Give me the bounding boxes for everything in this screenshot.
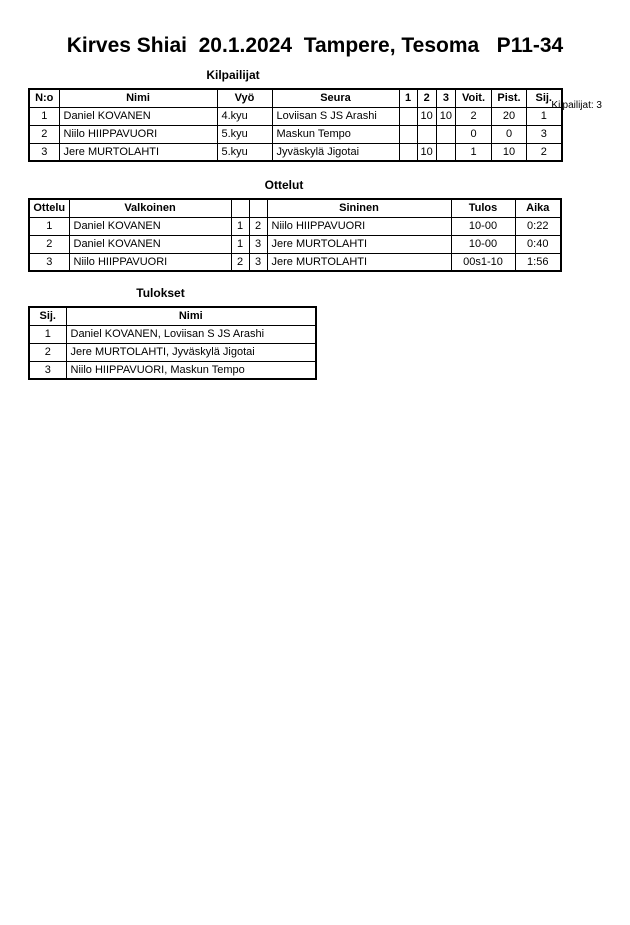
cell-result: 10-00 (451, 235, 515, 253)
page (0, 34, 630, 925)
cell-points: 0 (492, 125, 527, 143)
cell-round1 (399, 107, 417, 125)
cell-name: Daniel KOVANEN (59, 107, 217, 125)
cell-round2 (417, 125, 436, 143)
cell-belt: 5.kyu (217, 125, 272, 143)
column-header-blue: Sininen (267, 199, 451, 217)
table-header-row (29, 89, 562, 107)
column-header-place: Sij. (29, 307, 66, 325)
cell-white-name: Niilo HIIPPAVUORI (69, 253, 231, 271)
cell-points: 10 (492, 143, 527, 161)
table-row (29, 217, 561, 235)
table-row (29, 253, 561, 271)
column-header-wins: Voit. (456, 89, 492, 107)
cell-wins: 1 (456, 143, 492, 161)
cell-time: 0:40 (515, 235, 561, 253)
competitors-section-heading: Kilpailijat (206, 68, 260, 82)
results-table (28, 306, 317, 380)
cell-place: 1 (29, 325, 66, 343)
cell-club: Jyväskylä Jigotai (272, 143, 399, 161)
cell-blue-name: Niilo HIIPPAVUORI (267, 217, 451, 235)
cell-blue-name: Jere MURTOLAHTI (267, 253, 451, 271)
cell-club: Maskun Tempo (272, 125, 399, 143)
cell-place: 2 (527, 143, 562, 161)
cell-result: 10-00 (451, 217, 515, 235)
table-header-row (29, 307, 316, 325)
cell-wins: 0 (456, 125, 492, 143)
cell-place: 3 (29, 361, 66, 379)
cell-white-no: 1 (231, 217, 249, 235)
cell-round1 (399, 143, 417, 161)
cell-name: Jere MURTOLAHTI, Jyväskylä Jigotai (66, 343, 316, 361)
cell-wins: 2 (456, 107, 492, 125)
column-header-white-no (231, 199, 249, 217)
cell-round1 (399, 125, 417, 143)
table-row (29, 343, 316, 361)
cell-place: 2 (29, 343, 66, 361)
column-header-result: Tulos (451, 199, 515, 217)
column-header-points: Pist. (492, 89, 527, 107)
cell-round3: 10 (436, 107, 455, 125)
cell-time: 0:22 (515, 217, 561, 235)
table-row (29, 125, 562, 143)
cell-place: 1 (527, 107, 562, 125)
cell-no: 2 (29, 125, 59, 143)
competitor-count-label: Kilpailijat: 3 (551, 100, 602, 111)
table-row (29, 143, 562, 161)
cell-blue-no: 3 (249, 253, 267, 271)
cell-time: 1:56 (515, 253, 561, 271)
column-header-round3: 3 (436, 89, 455, 107)
cell-name: Jere MURTOLAHTI (59, 143, 217, 161)
cell-white-name: Daniel KOVANEN (69, 217, 231, 235)
column-header-blue-no (249, 199, 267, 217)
cell-blue-name: Jere MURTOLAHTI (267, 235, 451, 253)
matches-section-heading: Ottelut (264, 178, 304, 192)
cell-round2: 10 (417, 107, 436, 125)
cell-name: Daniel KOVANEN, Loviisan S JS Arashi (66, 325, 316, 343)
cell-blue-no: 2 (249, 217, 267, 235)
column-header-round1: 1 (399, 89, 417, 107)
competitors-table (28, 88, 563, 162)
matches-table (28, 198, 562, 272)
cell-belt: 5.kyu (217, 143, 272, 161)
column-header-no: N:o (29, 89, 59, 107)
results-section-heading: Tulokset (136, 286, 185, 300)
cell-belt: 4.kyu (217, 107, 272, 125)
column-header-name: Nimi (66, 307, 316, 325)
cell-round3 (436, 125, 455, 143)
cell-round3 (436, 143, 455, 161)
cell-match-no: 1 (29, 217, 69, 235)
cell-name: Niilo HIIPPAVUORI, Maskun Tempo (66, 361, 316, 379)
table-header-row (29, 199, 561, 217)
cell-no: 1 (29, 107, 59, 125)
cell-club: Loviisan S JS Arashi (272, 107, 399, 125)
column-header-club: Seura (272, 89, 399, 107)
table-row (29, 361, 316, 379)
cell-white-no: 1 (231, 235, 249, 253)
table-row (29, 325, 316, 343)
cell-points: 20 (492, 107, 527, 125)
cell-name: Niilo HIIPPAVUORI (59, 125, 217, 143)
cell-white-name: Daniel KOVANEN (69, 235, 231, 253)
page-title: Kirves Shiai 20.1.2024 Tampere, Tesoma P11-34 (66, 34, 564, 57)
column-header-match-no: Ottelu (29, 199, 69, 217)
column-header-white: Valkoinen (69, 199, 231, 217)
cell-result: 00s1-10 (451, 253, 515, 271)
column-header-round2: 2 (417, 89, 436, 107)
cell-match-no: 3 (29, 253, 69, 271)
column-header-place: Sij. (527, 89, 562, 107)
column-header-name: Nimi (59, 89, 217, 107)
column-header-belt: Vyö (217, 89, 272, 107)
cell-match-no: 2 (29, 235, 69, 253)
cell-round2: 10 (417, 143, 436, 161)
column-header-time: Aika (515, 199, 561, 217)
cell-white-no: 2 (231, 253, 249, 271)
cell-no: 3 (29, 143, 59, 161)
table-row (29, 107, 562, 125)
cell-place: 3 (527, 125, 562, 143)
cell-blue-no: 3 (249, 235, 267, 253)
table-row (29, 235, 561, 253)
